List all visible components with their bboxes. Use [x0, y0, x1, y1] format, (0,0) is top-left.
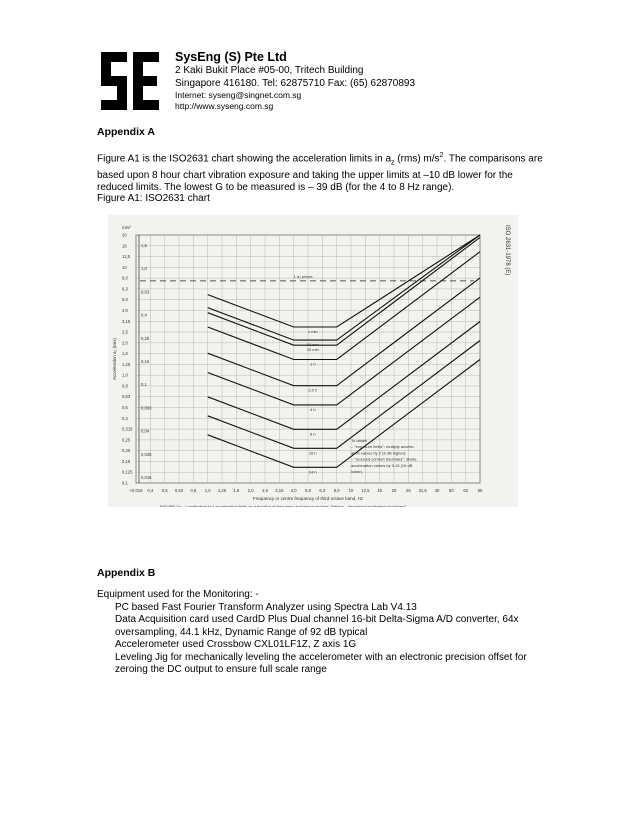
- x-tick-label: 10: [348, 488, 354, 493]
- limit-curve-line: [208, 235, 480, 340]
- x-tick-label: 12,5: [361, 488, 370, 493]
- x-tick-label: 5,0: [305, 488, 311, 493]
- x-axis-label: Frequency or centre frequency of third-octave band, Hz: [252, 496, 364, 501]
- y-tick-label: 2,5: [122, 329, 128, 335]
- x-tick-label: 31,5: [418, 488, 427, 493]
- legend-note-line: acceleration values by 3,15 (10 dB: [351, 462, 413, 468]
- y-tick-label: 0,63: [122, 394, 131, 400]
- left-value-label: 0,016: [141, 475, 152, 480]
- y-tick-label: 0,25: [122, 437, 131, 443]
- left-value-label: 1,0: [141, 266, 147, 272]
- x-tick-label: 1,6: [233, 488, 240, 493]
- x-tick-label: 25: [405, 488, 411, 493]
- limit-curve-label: 16 h: [308, 450, 317, 456]
- equipment-item: oversampling, 44.1 kHz, Dynamic Range of 92 dB typical: [115, 626, 368, 638]
- y-tick-label: 6,3: [122, 286, 128, 292]
- legend-note-line: – "exposure limits": multiply acceler-: [351, 444, 415, 450]
- company-info: [175, 50, 415, 112]
- limit-curve-label: 25 min: [306, 347, 319, 353]
- web-line: http://www.syseng.com.sg: [175, 101, 274, 111]
- y-tick-label: 0,4: [122, 415, 128, 421]
- limit-curve-label: 1 min: [307, 329, 318, 335]
- equipment-item: Accelerometer used Crossbow CXL01LF1Z, Z axis 1G: [115, 639, 357, 650]
- y-tick-label: 1,25: [122, 361, 131, 367]
- y-tick-label: 0,125: [122, 469, 133, 475]
- left-value-label: 0,16: [141, 359, 150, 364]
- y-tick-label: 0,1: [122, 480, 128, 486]
- company-logo: [97, 48, 163, 114]
- y-tick-label: 1,0: [122, 372, 128, 378]
- y-tick-label: 0,5: [122, 405, 128, 411]
- email-line: Internet: syseng@singnet.com.sg: [175, 90, 302, 100]
- limit-curve-line: [208, 360, 480, 468]
- x-tick-label: 0,5: [161, 488, 168, 493]
- y-tick-label: 5,0: [122, 297, 128, 303]
- x-tick-label: 50: [448, 488, 454, 493]
- unit-label: m/s²: [122, 225, 131, 230]
- x-tick-label: 2,5: [262, 488, 268, 493]
- y-tick-label: 0,16: [122, 458, 131, 464]
- y-tick-label: 8,0: [122, 275, 128, 281]
- para-part2: (rms) m/s: [394, 153, 440, 165]
- limit-curve-line: [208, 322, 480, 430]
- x-tick-label: <0,016: [129, 488, 143, 493]
- left-value-label: 0,1: [141, 382, 147, 388]
- legend-note-line: To obtain: [351, 438, 368, 444]
- y-tick-label: 10: [122, 264, 127, 270]
- address-line: 2 Kaki Bukit Place #05-00, Tritech Building: [175, 65, 364, 76]
- y-tick-label: 0,315: [122, 426, 133, 432]
- equipment-item: zeroing the DC output to ensure full scale range: [115, 664, 327, 675]
- limit-curve-label: 4 h: [309, 406, 316, 412]
- y-tick-label: 1,6: [122, 351, 128, 357]
- x-tick-label: 3,15: [275, 488, 284, 493]
- equipment-intro: Equipment used for the Monitoring: -: [97, 589, 259, 600]
- x-tick-label: 0,8: [190, 488, 197, 493]
- x-tick-label: 1,25: [217, 488, 227, 493]
- equipment-list: [97, 589, 557, 677]
- iso2631-chart: [108, 215, 518, 507]
- chart-svg: [108, 215, 518, 507]
- left-value-label: 0,4: [141, 312, 147, 318]
- limit-curve-label: 24 h: [308, 469, 317, 475]
- standard-side-label: ISO 2631-1978 (E): [504, 225, 510, 276]
- para-sub: z: [391, 159, 395, 167]
- contact-line: Singapore 416180. Tel: 62875710 Fax: (65) 62870893: [175, 77, 416, 89]
- y-tick-label: 20: [122, 232, 127, 238]
- x-tick-label: 0,4: [147, 488, 154, 493]
- y-tick-label: 12,5: [122, 254, 131, 260]
- limit-curve-label: 1 h: [309, 361, 316, 367]
- company-name: SysEng (S) Pte Ltd: [175, 50, 287, 64]
- left-value-label: 0,063: [141, 405, 152, 411]
- y-axis-label: Acceleration a₂ (rms): [112, 337, 117, 381]
- y-tick-label: 4,0: [122, 307, 128, 313]
- left-value-label: 0,63: [141, 289, 150, 295]
- limit-curve-line: [208, 341, 480, 449]
- left-value-label: 0,25: [141, 335, 150, 341]
- appendix-b-title: Appendix B: [97, 567, 156, 579]
- x-tick-label: 40: [434, 488, 440, 493]
- x-tick-label: 4,0: [290, 488, 297, 493]
- legend-note-line: – "reduced comfort boundary": divide: [351, 456, 417, 462]
- limit-curve-line: [208, 237, 480, 348]
- y-tick-label: 2,0: [122, 340, 128, 346]
- appendix-a-paragraph: [97, 150, 547, 195]
- equipment-item: PC based Fast Fourier Transform Analyzer using Spectra Lab V4.13: [115, 601, 417, 613]
- limit-curve-line: [208, 297, 480, 405]
- para-part3: . The comparisons are based upon 8 hour chart vibration exposure and taking the upper limits at –10 dB lower for the reduced limits. The lowest G to be measured is – 39 dB (for the 4 to 8 Hz range).: [97, 153, 543, 194]
- left-value-label: 0,04: [141, 428, 150, 434]
- limit-curve-label: 16 min: [306, 342, 319, 348]
- figure-caption: Figure A1: ISO2631 chart: [97, 193, 210, 204]
- x-tick-label: 8,0: [333, 488, 340, 493]
- x-tick-label: 0,63: [174, 488, 184, 493]
- appendix-a-title: Appendix A: [97, 126, 155, 138]
- y-tick-label: 0,20: [122, 448, 131, 454]
- limit-curve-label: 2,5 h: [308, 387, 318, 393]
- x-tick-label: 20: [391, 488, 397, 493]
- reference-label: 1 a₂ prices: [293, 273, 313, 279]
- equipment-item: Data Acquisition card used CardD Plus Dual channel 16-bit Delta-Sigma A/D converter, 64x: [115, 614, 519, 625]
- legend-note-line: ation values by 2 (6 dB higher);: [351, 450, 407, 456]
- para-sup: 2: [439, 152, 444, 159]
- x-tick-label: 16: [377, 488, 383, 493]
- y-tick-label: 0,8: [122, 383, 128, 389]
- y-tick-label: 3,15: [122, 318, 131, 324]
- equipment-item: Leveling Jig for mechanically leveling the accelerometer with an electronic precision offset for: [115, 651, 527, 663]
- x-tick-label: 6,3: [319, 488, 326, 493]
- x-tick-label: 1,0: [204, 488, 211, 493]
- x-tick-label: 80: [477, 488, 483, 493]
- x-tick-label: 63: [463, 488, 469, 493]
- left-value-label: 1,6: [141, 243, 147, 248]
- y-tick-label: 16: [122, 243, 127, 249]
- figure-caption-small: FIGURE 2a – Longitudinal (a₂) acceleration limits as a function of frequency and exposure time; "fatigue – decreased proficiency boundary": [160, 504, 407, 507]
- x-tick-label: 2,0: [247, 488, 254, 493]
- limit-curve-label: 8 h: [309, 431, 316, 437]
- para-part1: Figure A1 is the ISO2631 chart showing the acceleration limits in a: [97, 153, 392, 165]
- left-value-label: 0,025: [141, 451, 152, 457]
- limit-curve-line: [208, 278, 480, 386]
- legend-note-line: lower).: [351, 469, 364, 475]
